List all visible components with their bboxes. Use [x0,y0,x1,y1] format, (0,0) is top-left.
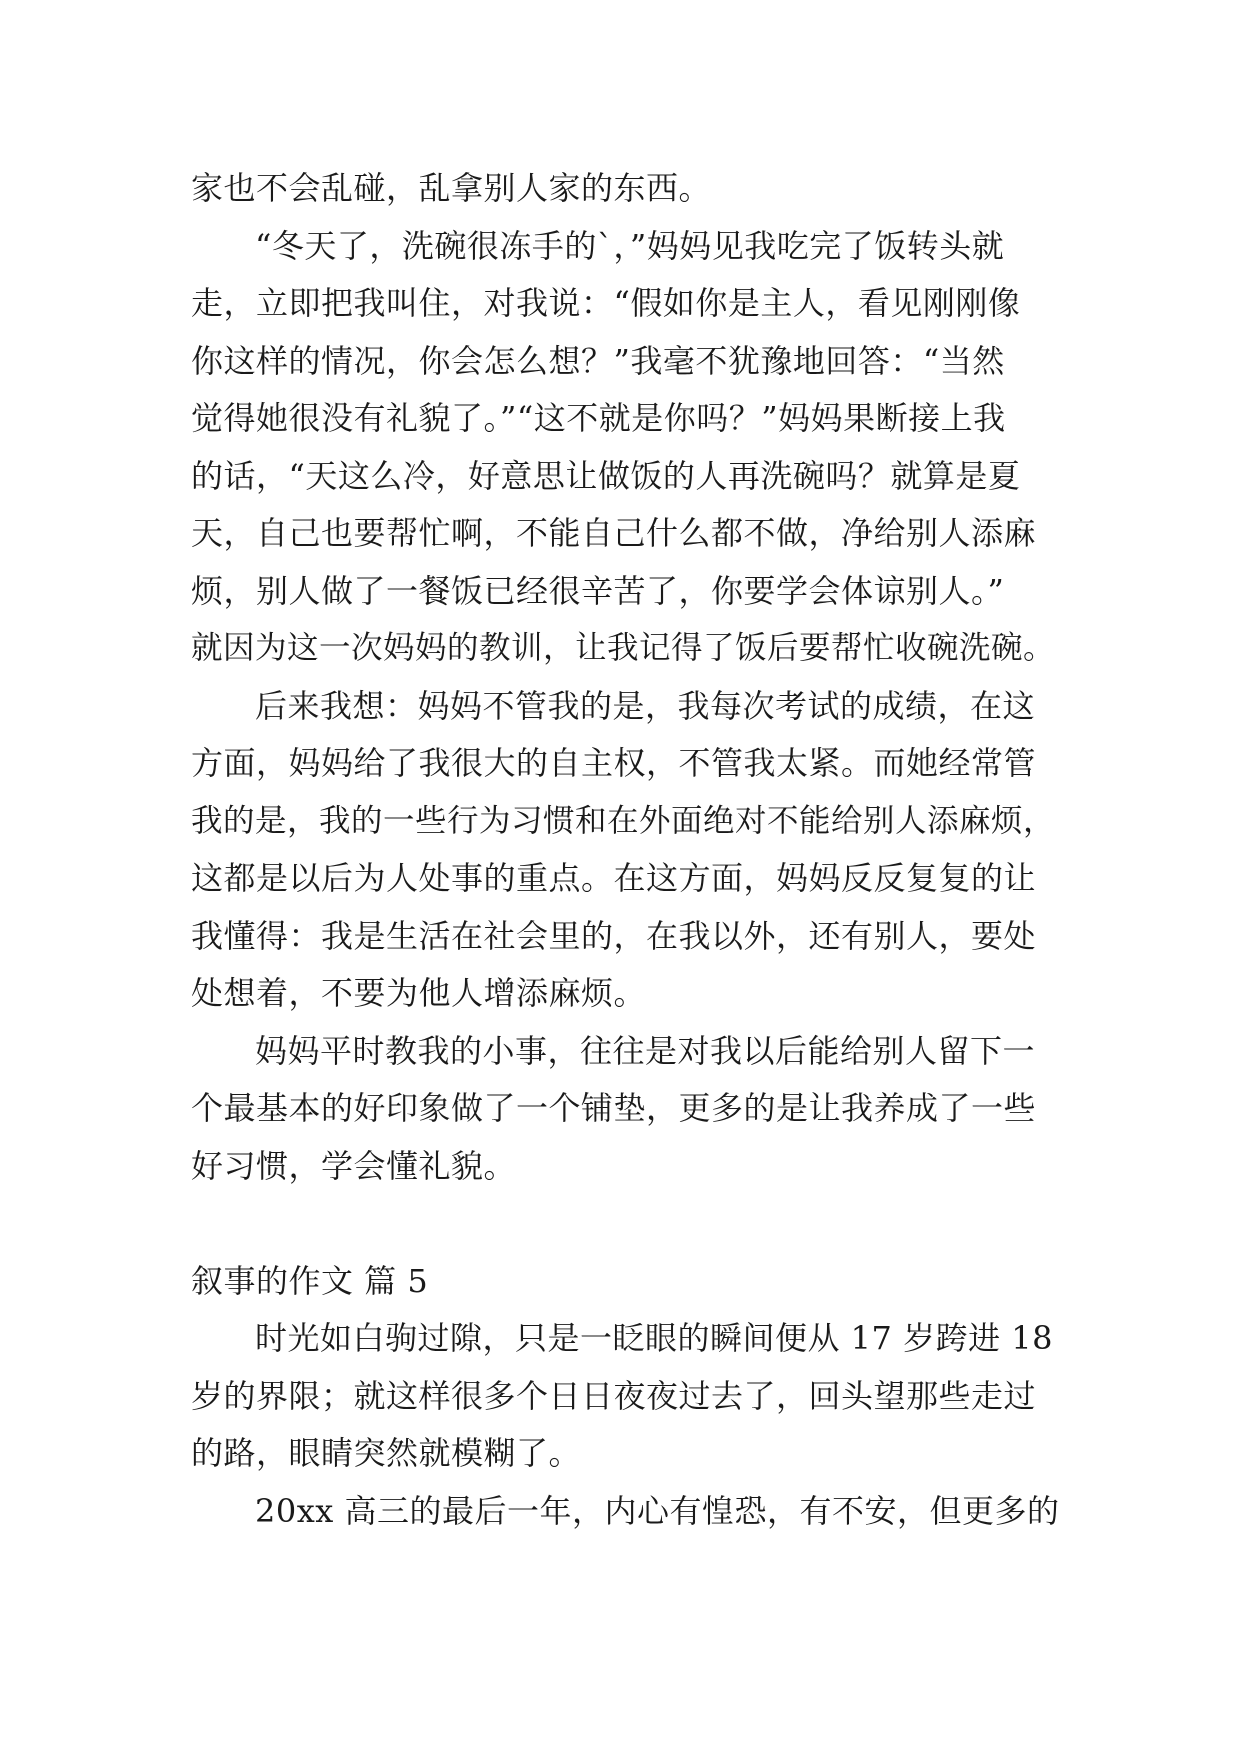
text-line: 天，自己也要帮忙啊，不能自己什么都不做，净给别人添麻 [191,514,1037,552]
text-line: 处想着，不要为他人增添麻烦。 [191,974,647,1012]
paragraph-dialogue [191,218,1065,678]
paragraph-reflection [191,678,1065,1023]
document-body [191,160,1065,1540]
text-line: “冬天了，洗碗很冻手的`，”妈妈见我吃完了饭转头就 [255,226,1005,265]
paragraph-continuation [191,160,1065,218]
text-line: 我的是，我的一些行为习惯和在外面绝对不能给别人添麻烦， [191,802,1056,839]
text-line: 后来我想：妈妈不管我的是，我每次考试的成绩，在这 [255,686,1036,725]
text-line: 妈妈平时教我的小事，往往是对我以后能给别人留下一 [255,1031,1036,1070]
text-line: 家也不会乱碰，乱拿别人家的东西。 [191,169,712,207]
text-line: 的话，“天这么冷，好意思让做饭的人再洗碗吗？就算是夏 [191,456,1021,495]
text-line: 个最基本的好印象做了一个铺垫，更多的是让我养成了一些 [191,1089,1037,1127]
text-line: 好习惯，学会懂礼貌。 [191,1146,517,1185]
text-line: 我懂得：我是生活在社会里的，在我以外，还有别人，要处 [191,916,1037,955]
paragraph-conclusion [191,1023,1065,1196]
paragraph-time [191,1310,1065,1483]
text-line: 的路，眼睛突然就模糊了。 [191,1434,582,1472]
text-line: 觉得她很没有礼貌了。”“这不就是你吗？”妈妈果断接上我 [191,399,1006,437]
text-line: 走，立即把我叫住，对我说：“假如你是主人，看见刚刚像 [191,284,1021,322]
section-heading: 叙事的作文 篇 5 [191,1261,429,1300]
text-line: 时光如白驹过隙，只是一眨眼的瞬间便从 17 岁跨进 18 [255,1319,1053,1357]
text-line: 20xx 高三的最后一年，内心有惶恐，有不安，但更多的 [255,1491,1060,1530]
text-line: 岁的界限；就这样很多个日日夜夜过去了，回头望那些走过 [191,1376,1037,1415]
text-line: 方面，妈妈给了我很大的自主权，不管我太紧。而她经常管 [191,744,1037,782]
text-line: 这都是以后为人处事的重点。在这方面，妈妈反反复复的让 [191,859,1037,897]
text-line: 就因为这一次妈妈的教训，让我记得了饭后要帮忙收碗洗碗。 [191,630,1056,666]
paragraph-senior-year [191,1483,1065,1541]
text-line: 烦，别人做了一餐饭已经很辛苦了，你要学会体谅别人。” [191,571,1005,610]
paragraph-spacer [191,1195,1065,1253]
text-line: 你这样的情况，你会怎么想？”我毫不犹豫地回答：“当然 [191,341,1005,380]
